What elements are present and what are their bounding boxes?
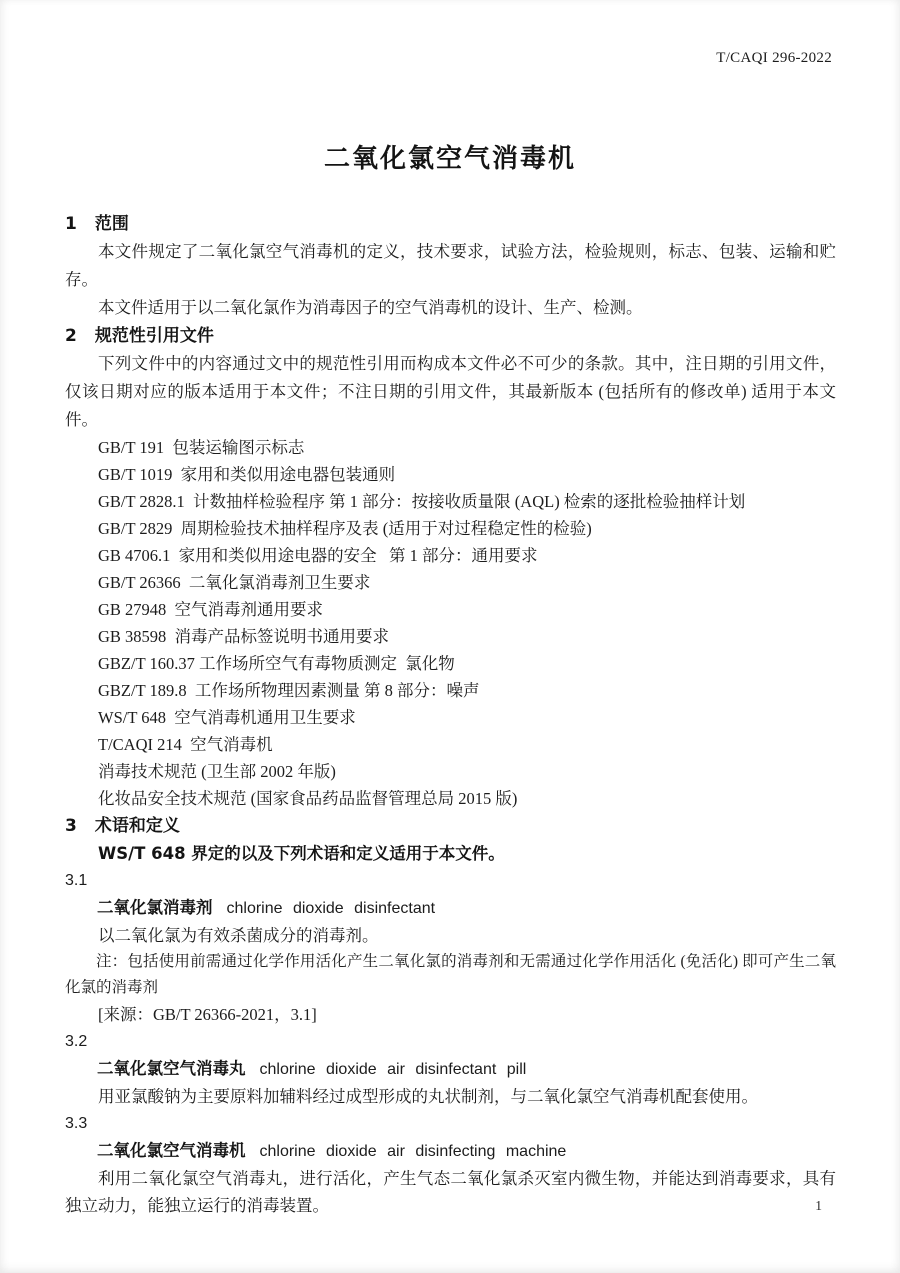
page-title: 二氧化氯空气消毒机: [323, 144, 576, 174]
reference-item: GB/T 2829 周期检验技术抽样程序及表 (适用于对过程稳定性的检验): [98, 519, 592, 538]
section-2-number: 2: [65, 326, 77, 346]
section-2-intro: 下列文件中的内容通过文中的规范性引用而构成本文件必不可少的条款。其中，注日期的引用文件，仅该日期对应的版本适用于本文件；不注日期的引用文件，其最新版本 (包括所有的修改单) 适用于本文件。: [65, 354, 836, 429]
reference-item: 化妆品安全技术规范 (国家食品药品监督管理总局 2015 版): [98, 789, 518, 808]
reference-item: GB 4706.1 家用和类似用途电器的安全 第 1 部分：通用要求: [98, 546, 538, 565]
reference-item: 消毒技术规范 (卫生部 2002 年版): [98, 762, 336, 781]
term-definition: 用亚氯酸钠为主要原料加辅料经过成型形成的丸状制剂，与二氧化氯空气消毒机配套使用。: [98, 1087, 758, 1106]
term-number: 3.2: [65, 1033, 88, 1050]
term-note: 注：包括使用前需通过化学作用活化产生二氧化氯的消毒剂和无需通过化学作用活化 (免活化) 即可产生二氧化氯的消毒剂: [65, 953, 836, 996]
section-3: [65, 812, 836, 1219]
term-zh-label: 二氧化氯空气消毒机: [97, 1141, 246, 1160]
section-2-heading: [65, 322, 836, 350]
term-definition: 以二氧化氯为有效杀菌成分的消毒剂。: [98, 926, 379, 945]
section-1-heading-label: 范围: [94, 214, 129, 234]
term-en-label: chlorine dioxide air disinfecting machine: [259, 1143, 567, 1160]
term-zh-label: 二氧化氯空气消毒丸: [97, 1059, 246, 1078]
term-number: 3.3: [65, 1115, 88, 1132]
section-3-intro: WS/T 648 界定的以及下列术语和定义适用于本文件。: [98, 844, 505, 863]
term-source: [来源：GB/T 26366-2021，3.1]: [98, 1005, 317, 1024]
term-title: [65, 894, 836, 922]
section-1-paragraph-2: 本文件适用于以二氧化氯作为消毒因子的空气消毒机的设计、生产、检测。: [98, 298, 643, 317]
reference-item: GB 38598 消毒产品标签说明书通用要求: [98, 627, 390, 646]
section-3-heading: [65, 812, 836, 840]
reference-item: GB/T 1019 家用和类似用途电器包装通则: [98, 465, 396, 484]
section-1-paragraph-1: 本文件规定了二氧化氯空气消毒机的定义，技术要求，试验方法，检验规则，标志、包装、运输和贮存。: [65, 242, 836, 289]
section-3-number: 3: [65, 816, 77, 836]
doc-number: T/CAQI 296-2022: [716, 50, 832, 66]
document-body: [65, 210, 836, 1219]
term-en-label: chlorine dioxide air disinfectant pill: [259, 1061, 527, 1078]
term-number: 3.1: [65, 872, 88, 889]
term-definition: 利用二氧化氯空气消毒丸，进行活化，产生气态二氧化氯杀灭室内微生物，并能达到消毒要求，具有独立动力，能独立运行的消毒装置。: [65, 1169, 836, 1215]
reference-item: GB/T 191 包装运输图示标志: [98, 438, 305, 457]
section-1-number: 1: [65, 214, 77, 234]
reference-item: GB/T 26366 二氧化氯消毒剂卫生要求: [98, 573, 371, 592]
term-title: [65, 1055, 836, 1083]
page-number: 1: [815, 1198, 822, 1213]
term-zh-label: 二氧化氯消毒剂: [97, 898, 213, 917]
reference-item: GBZ/T 189.8 工作场所物理因素测量 第 8 部分：噪声: [98, 681, 480, 700]
term-title: [65, 1137, 836, 1165]
normative-references-list: [65, 434, 836, 812]
term-en-label: chlorine dioxide disinfectant: [226, 900, 436, 917]
reference-item: GBZ/T 160.37 工作场所空气有毒物质测定 氯化物: [98, 654, 455, 673]
section-2-heading-label: 规范性引用文件: [94, 326, 214, 346]
reference-item: T/CAQI 214 空气消毒机: [98, 735, 273, 754]
section-1-heading: [65, 210, 836, 238]
reference-item: GB/T 2828.1 计数抽样检验程序 第 1 部分：按接收质量限 (AQL) 检索的逐批检验抽样计划: [98, 492, 746, 511]
reference-item: GB 27948 空气消毒剂通用要求: [98, 600, 324, 619]
reference-item: WS/T 648 空气消毒机通用卫生要求: [98, 708, 356, 727]
section-3-heading-label: 术语和定义: [94, 816, 180, 836]
